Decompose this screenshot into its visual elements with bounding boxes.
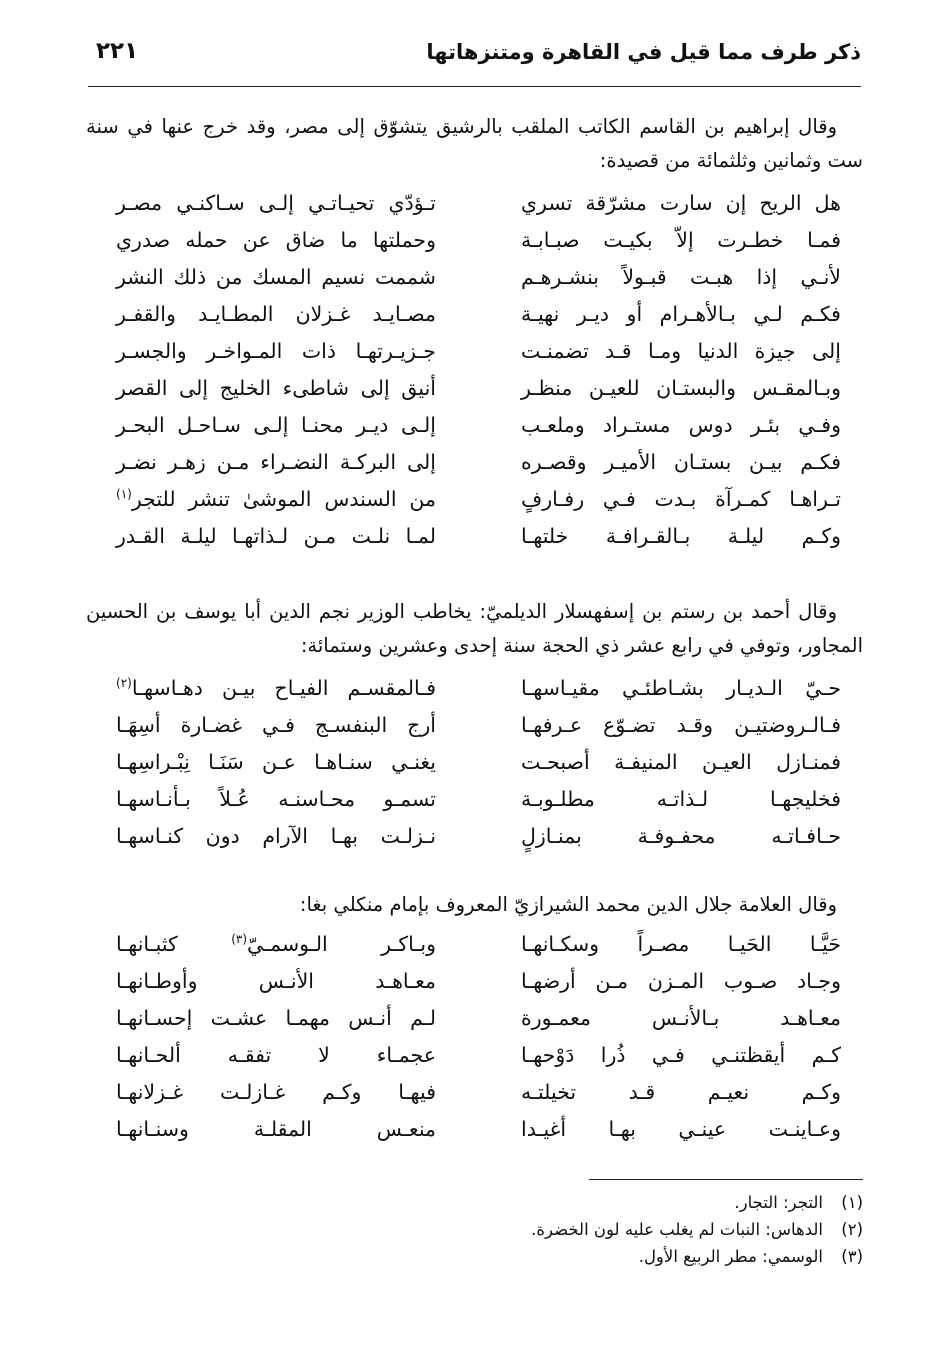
footnote-rule	[589, 1179, 863, 1180]
hemistich-first: فخليجهـا لـذاتـه مطلـوبـة	[521, 787, 841, 811]
footnote	[86, 1193, 863, 1220]
hemistich-second: أرج البنفسـج فـي غضـارة أسِهَـا	[116, 713, 436, 737]
hemistich-first: فكـم لـي بـالأهـرام أو ديـر نهيـة	[521, 302, 841, 326]
verse	[116, 676, 841, 713]
footnote-number: (٣)	[841, 1247, 863, 1266]
header-rule	[88, 86, 861, 87]
hemistich-first: حَيَّـا الحَيـا مصـراً وسكـانهـا	[521, 932, 841, 956]
hemistich-second: معـاهـد الأنـس وأوطـانهـا	[116, 969, 436, 993]
verse	[116, 450, 841, 487]
hemistich-first: وجـاد صـوب المـزن مـن أرضهـا	[521, 969, 841, 993]
hemistich-first: فمـا خطـرت إلاّ بكيـت صبـابـة	[521, 228, 841, 252]
verse	[116, 413, 841, 450]
hemistich-first: إلى جيزة الدنيا ومـا قـد تضمنـت	[521, 339, 841, 363]
intro-paragraph-3: وقال العلامة جلال الدين محمد الشيرازيّ المعروف بإمام منكلي بغا:	[299, 893, 837, 916]
intro-paragraph-2: وقال أحمد بن رستم بن إسفهسلار الديلميّ: يخاطب الوزير نجم الدين أبا يوسف بن الحسين المجاور، وتوفي في رابع عشر ذي الحجة سنة إحدى وعشرين وستمائة:	[86, 600, 863, 657]
verse	[116, 487, 841, 524]
verse	[116, 1117, 841, 1154]
hemistich-second: لـم أنـس مهمـا عشـت إحسـانهـا	[116, 1006, 436, 1030]
intro-paragraph-1: وقال إبراهيم بن القاسم الكاتب الملقب بالرشيق يتشوّق إلى مصر، وقد خرج عنها في سنة ست وثمانين وثلثمائة من قصيدة:	[86, 115, 863, 172]
verse	[116, 191, 841, 228]
hemistich-first: هل الريح إن سارت مشرّقة تسري	[521, 191, 841, 215]
hemistich-second: أنيق إلى شاطىء الخليج إلى القصر	[116, 376, 436, 400]
verse	[116, 932, 841, 969]
verse	[116, 713, 841, 750]
hemistich-second: تـؤدّي تحيـاتـي إلـى سـاكنـي مصـر	[116, 191, 436, 215]
verse	[116, 787, 841, 824]
footnote-number: (٢)	[841, 1220, 863, 1239]
verse	[116, 302, 841, 339]
verse	[116, 969, 841, 1006]
footnote-text: الوسمي: مطر الربيع الأول.	[638, 1247, 823, 1266]
verse	[116, 339, 841, 376]
hemistich-second: جـزيـرتهـا ذات المـواخـر والجسـر	[116, 339, 436, 363]
footnote-marker: (١)	[116, 487, 132, 502]
verse	[116, 524, 841, 561]
footnote-text: التجر: التجار.	[734, 1193, 823, 1212]
hemistich-first: تـراهـا كمـرآة بـدت فـي رفـارفٍ	[521, 487, 841, 511]
footnote-number: (١)	[841, 1193, 863, 1212]
hemistich-first: وكـم ليلـة بـالقـرافـة خلتهـا	[521, 524, 841, 548]
verse	[116, 1043, 841, 1080]
hemistich-second: تسمـو محـاسنـه عُـلاً بـأنـاسهـا	[116, 787, 436, 811]
hemistich-second: وحملتها ما ضاق عن حمله صدري	[116, 228, 436, 252]
hemistich-first: حـيّ الـديـار بشـاطئـي مقيـاسهـا	[521, 676, 841, 700]
hemistich-first: وفـي بئـر دوس مستـراد وملعـب	[521, 413, 841, 437]
hemistich-first: حـافـاتـه محفـوفـة بمنـازلٍ	[521, 824, 841, 848]
hemistich-second: إلـى ديـر محنـا إلـى سـاحـل البحـر	[116, 413, 436, 437]
verse	[116, 376, 841, 413]
hemistich-second: لمـا نلـت مـن لـذاتهـا ليلـة القـدر	[116, 524, 436, 548]
footnote-marker: (٣)	[231, 932, 248, 947]
footnote-text: الدهاس: النبات لم يغلب عليه لون الخضرة.	[531, 1220, 823, 1239]
hemistich-first: وكـم نعيـم قـد تخيلتـه	[521, 1080, 841, 1104]
page-header	[88, 34, 861, 84]
hemistich-second: فيهـا وكـم غـازلـت غـزلانهـا	[116, 1080, 436, 1104]
hemistich-first: وبـالمقـس والبستـان للعيـن منظـر	[521, 376, 841, 400]
hemistich-second: نـزلـت بهـا الآرام دون كنـاسهـا	[116, 824, 436, 848]
poem-3	[116, 932, 841, 1154]
verse	[116, 750, 841, 787]
verse	[116, 824, 841, 861]
hemistich-second	[116, 932, 436, 956]
footnote-marker: (٢)	[116, 676, 132, 691]
verse	[116, 1006, 841, 1043]
footnotes	[86, 1193, 863, 1274]
hemistich-second: إلى البركـة النضـراء مـن زهـر نضـر	[116, 450, 436, 474]
footnote	[86, 1247, 863, 1274]
hemistich-text: فـالمقسـم الفيـاح بيـن دهـاسهـا	[131, 676, 436, 700]
hemistich-first: كـم أيقظتنـي فـي ذُرا دَوْحهـا	[521, 1043, 841, 1067]
poem-1	[116, 191, 841, 561]
hemistich-first: فـالـروضتيـن وقـد تضـوّع عـرفهـا	[521, 713, 841, 737]
running-title: ذكر طرف مما قيل في القاهرة ومتنزهاتها	[426, 40, 861, 64]
hemistich-text: من السندس الموشىٰ تنشر للتجر	[131, 487, 436, 511]
hemistich-first: لأنـي إذا هبـت قبـولاً بنشـرهـم	[521, 265, 841, 289]
hemistich-text: وبـاكـر الـوسمـيّ	[247, 932, 436, 956]
poem-2	[116, 676, 841, 861]
hemistich-second: يغنـي سنـاهـا عـن سَنَـا نِبْـراسِهـا	[116, 750, 436, 774]
hemistich-second	[116, 487, 436, 511]
verse	[116, 228, 841, 265]
hemistich-first: معـاهـد بـالأنـس معمـورة	[521, 1006, 841, 1030]
hemistich-second	[116, 676, 436, 700]
page-number: ٢٢١	[96, 38, 139, 64]
hemistich-tail: كثبـانهـا	[116, 932, 232, 956]
footnote	[86, 1220, 863, 1247]
hemistich-second: منعـس المقلـة وسنـانهـا	[116, 1117, 436, 1141]
verse	[116, 265, 841, 302]
verse	[116, 1080, 841, 1117]
hemistich-first: فمنـازل العيـن المنيفـة أصبحـت	[521, 750, 841, 774]
hemistich-first: وعـاينـت عينـي بهـا أغيـدا	[521, 1117, 841, 1141]
hemistich-second: شممت نسيم المسك من ذلك النشر	[116, 265, 436, 289]
hemistich-second: عجمـاء لا تفقـه ألحـانهـا	[116, 1043, 436, 1067]
hemistich-first: فكـم بيـن بستـان الأميـر وقصـره	[521, 450, 841, 474]
hemistich-second: مصـايـد غـزلان المطـايـد والقفـر	[116, 302, 436, 326]
